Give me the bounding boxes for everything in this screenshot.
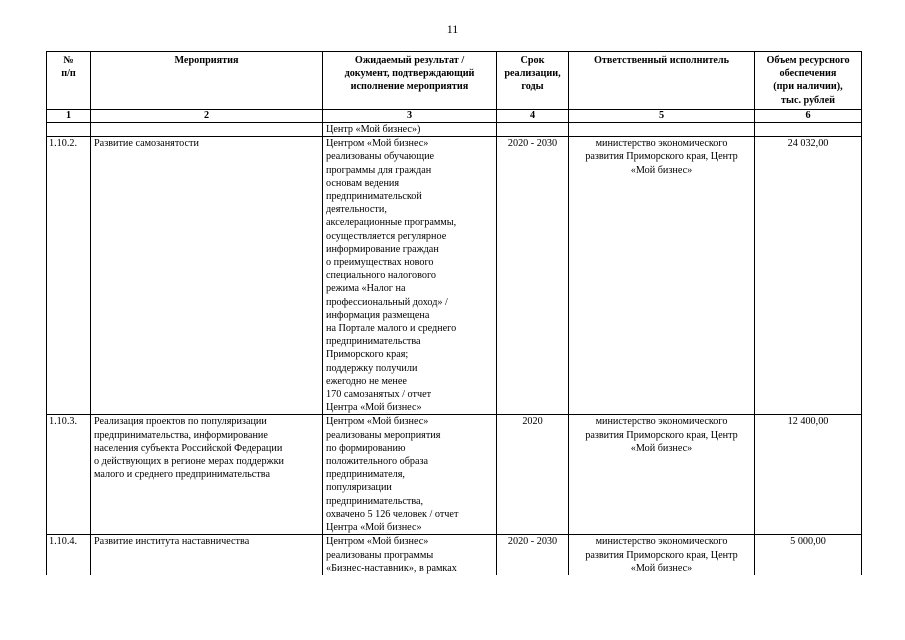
row-activity: Развитие института наставничества: [91, 535, 323, 575]
table-row: [47, 535, 862, 575]
header-result: Ожидаемый результат / документ, подтверждающий исполнение мероприятия: [323, 52, 497, 110]
table-cell: [91, 123, 323, 137]
row-executor: министерство экономического развития Приморского края, Центр «Мой бизнес»: [569, 415, 755, 535]
column-number-row: [47, 110, 862, 123]
row-amount: 5 000,00: [755, 535, 862, 575]
row-result: Центром «Мой бизнес» реализованы мероприятия по формированию положительного образа предпринимателя, популяризации предпринимательства, охвачено 5 126 человек / отчет Центра «Мой бизнес»: [323, 415, 497, 535]
row-number: 1.10.4.: [47, 535, 91, 575]
row-executor: министерство экономического развития Приморского края, Центр «Мой бизнес»: [569, 535, 755, 575]
table-row: [47, 137, 862, 415]
column-number: 6: [755, 110, 862, 123]
row-amount: 12 400,00: [755, 415, 862, 535]
column-number: 4: [497, 110, 569, 123]
header-number: № п/п: [47, 52, 91, 110]
row-result: Центром «Мой бизнес» реализованы обучающие программы для граждан основам ведения предпринимательской деятельности, акселерационные программы, осуществляется регулярное информирование граждан о преимуществах нового специального налогового режима «Налог на профессиональный доход» / информация размещена на Портале малого и среднего предпринимательства Приморского края; поддержку получили ежегодно не менее 170 самозанятых / отчет Центра «Мой бизнес»: [323, 137, 497, 415]
row-period: 2020 - 2030: [497, 535, 569, 575]
header-amount: Объем ресурсного обеспечения (при наличии), тыс. рублей: [755, 52, 862, 110]
continuation-row: [47, 123, 862, 137]
table-row: [47, 415, 862, 535]
header-period: Срок реализации, годы: [497, 52, 569, 110]
page-number: 11: [446, 22, 459, 36]
continuation-result: Центр «Мой бизнес»): [323, 123, 497, 137]
header-executor: Ответственный исполнитель: [569, 52, 755, 110]
row-amount: 24 032,00: [755, 137, 862, 415]
row-activity: Развитие самозанятости: [91, 137, 323, 415]
row-period: 2020 - 2030: [497, 137, 569, 415]
table-cell: [569, 123, 755, 137]
table-cell: [755, 123, 862, 137]
table-header-row: [47, 52, 862, 110]
column-number: 2: [91, 110, 323, 123]
column-number: 5: [569, 110, 755, 123]
column-number: 1: [47, 110, 91, 123]
row-number: 1.10.2.: [47, 137, 91, 415]
row-number: 1.10.3.: [47, 415, 91, 535]
row-executor: министерство экономического развития Приморского края, Центр «Мой бизнес»: [569, 137, 755, 415]
column-number: 3: [323, 110, 497, 123]
row-result: Центром «Мой бизнес» реализованы программы «Бизнес-наставник», в рамках: [323, 535, 497, 575]
measures-table: [46, 51, 862, 575]
row-activity: Реализация проектов по популяризации предпринимательства, информирование населения субъекта Российской Федерации о действующих в регионе мерах поддержки малого и среднего предпринимательства: [91, 415, 323, 535]
table-cell: [497, 123, 569, 137]
row-period: 2020: [497, 415, 569, 535]
header-activity: Мероприятия: [91, 52, 323, 110]
table-cell: [47, 123, 91, 137]
